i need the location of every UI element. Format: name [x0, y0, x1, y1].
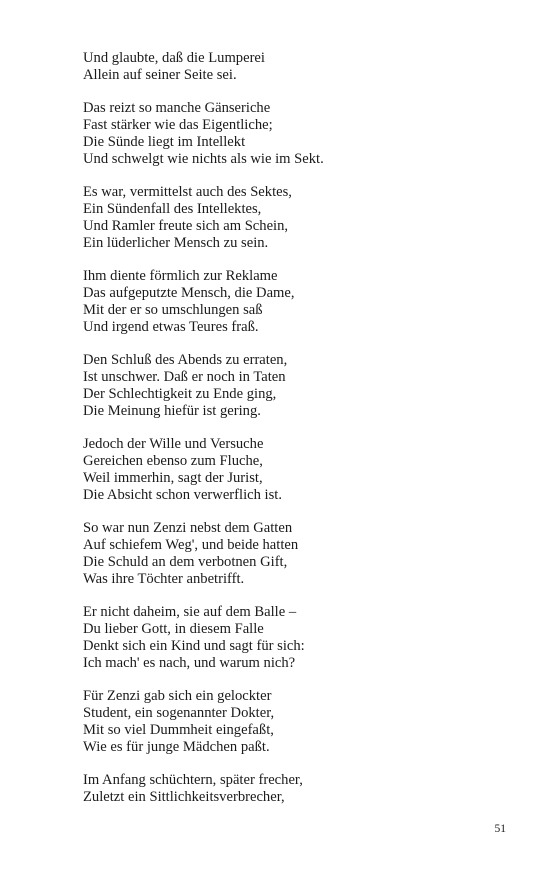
verse-line: Ein lüderlicher Mensch zu sein.	[83, 234, 269, 251]
verse-line: Die Schuld an dem verbotnen Gift,	[83, 553, 288, 570]
verse-line: Zuletzt ein Sittlichkeitsverbrecher,	[83, 789, 285, 806]
verse-line: Und irgend etwas Teures fraß.	[83, 318, 259, 335]
stanza	[83, 688, 523, 755]
verse-line: Die Absicht schon verwerflich ist.	[83, 486, 282, 503]
verse-line: Mit so viel Dummheit eingefaßt,	[83, 721, 274, 738]
verse-line: Du lieber Gott, in diesem Falle	[83, 621, 264, 638]
verse-line: Und schwelgt wie nichts als wie im Sekt.	[83, 150, 324, 167]
verse-line: Und Ramler freute sich am Schein,	[83, 217, 289, 234]
verse-line: Das reizt so manche Gänseriche	[83, 100, 271, 117]
verse-line: Jedoch der Wille und Versuche	[83, 436, 264, 453]
stanza	[83, 184, 523, 251]
verse-line: Auf schiefem Weg', und beide hatten	[83, 537, 299, 554]
verse-line: Mit der er so umschlungen saß	[83, 301, 263, 318]
stanza	[83, 604, 523, 671]
page-number: 51	[494, 823, 506, 835]
verse-line: Wie es für junge Mädchen paßt.	[83, 738, 270, 755]
stanza	[83, 50, 523, 84]
verse-line: Er nicht daheim, sie auf dem Balle –	[83, 604, 297, 621]
verse-line: Im Anfang schüchtern, später frecher,	[83, 772, 303, 789]
poem-body	[83, 50, 523, 823]
verse-line: Die Meinung hiefür ist gering.	[83, 402, 261, 419]
verse-line: Der Schlechtigkeit zu Ende ging,	[83, 385, 277, 402]
stanza	[83, 100, 523, 167]
verse-line: Denkt sich ein Kind und sagt für sich:	[83, 637, 305, 654]
verse-line: Den Schluß des Abends zu erraten,	[83, 352, 288, 369]
verse-line: Gereichen ebenso zum Fluche,	[83, 453, 263, 470]
stanza	[83, 436, 523, 503]
stanza	[83, 772, 523, 806]
verse-line: Es war, vermittelst auch des Sektes,	[83, 184, 292, 201]
stanza	[83, 520, 523, 587]
verse-line: Die Sünde liegt im Intellekt	[83, 133, 246, 150]
verse-line: Und glaubte, daß die Lumperei	[83, 50, 265, 66]
verse-line: Allein auf seiner Seite sei.	[83, 66, 237, 83]
verse-line: Das aufgeputzte Mensch, die Dame,	[83, 285, 295, 302]
verse-line: Weil immerhin, sagt der Jurist,	[83, 469, 263, 486]
verse-line: Ist unschwer. Daß er noch in Taten	[83, 369, 286, 386]
stanza	[83, 352, 523, 419]
verse-line: Student, ein sogenannter Dokter,	[83, 705, 275, 722]
verse-line: So war nun Zenzi nebst dem Gatten	[83, 520, 293, 537]
verse-line: Ein Sündenfall des Intellektes,	[83, 201, 262, 218]
verse-line: Für Zenzi gab sich ein gelockter	[83, 688, 272, 705]
stanza	[83, 268, 523, 335]
verse-line: Ich mach' es nach, und warum nich?	[83, 654, 296, 671]
verse-line: Fast stärker wie das Eigentliche;	[83, 117, 273, 134]
verse-line: Ihm diente förmlich zur Reklame	[83, 268, 278, 285]
verse-line: Was ihre Töchter anbetrifft.	[83, 570, 245, 587]
